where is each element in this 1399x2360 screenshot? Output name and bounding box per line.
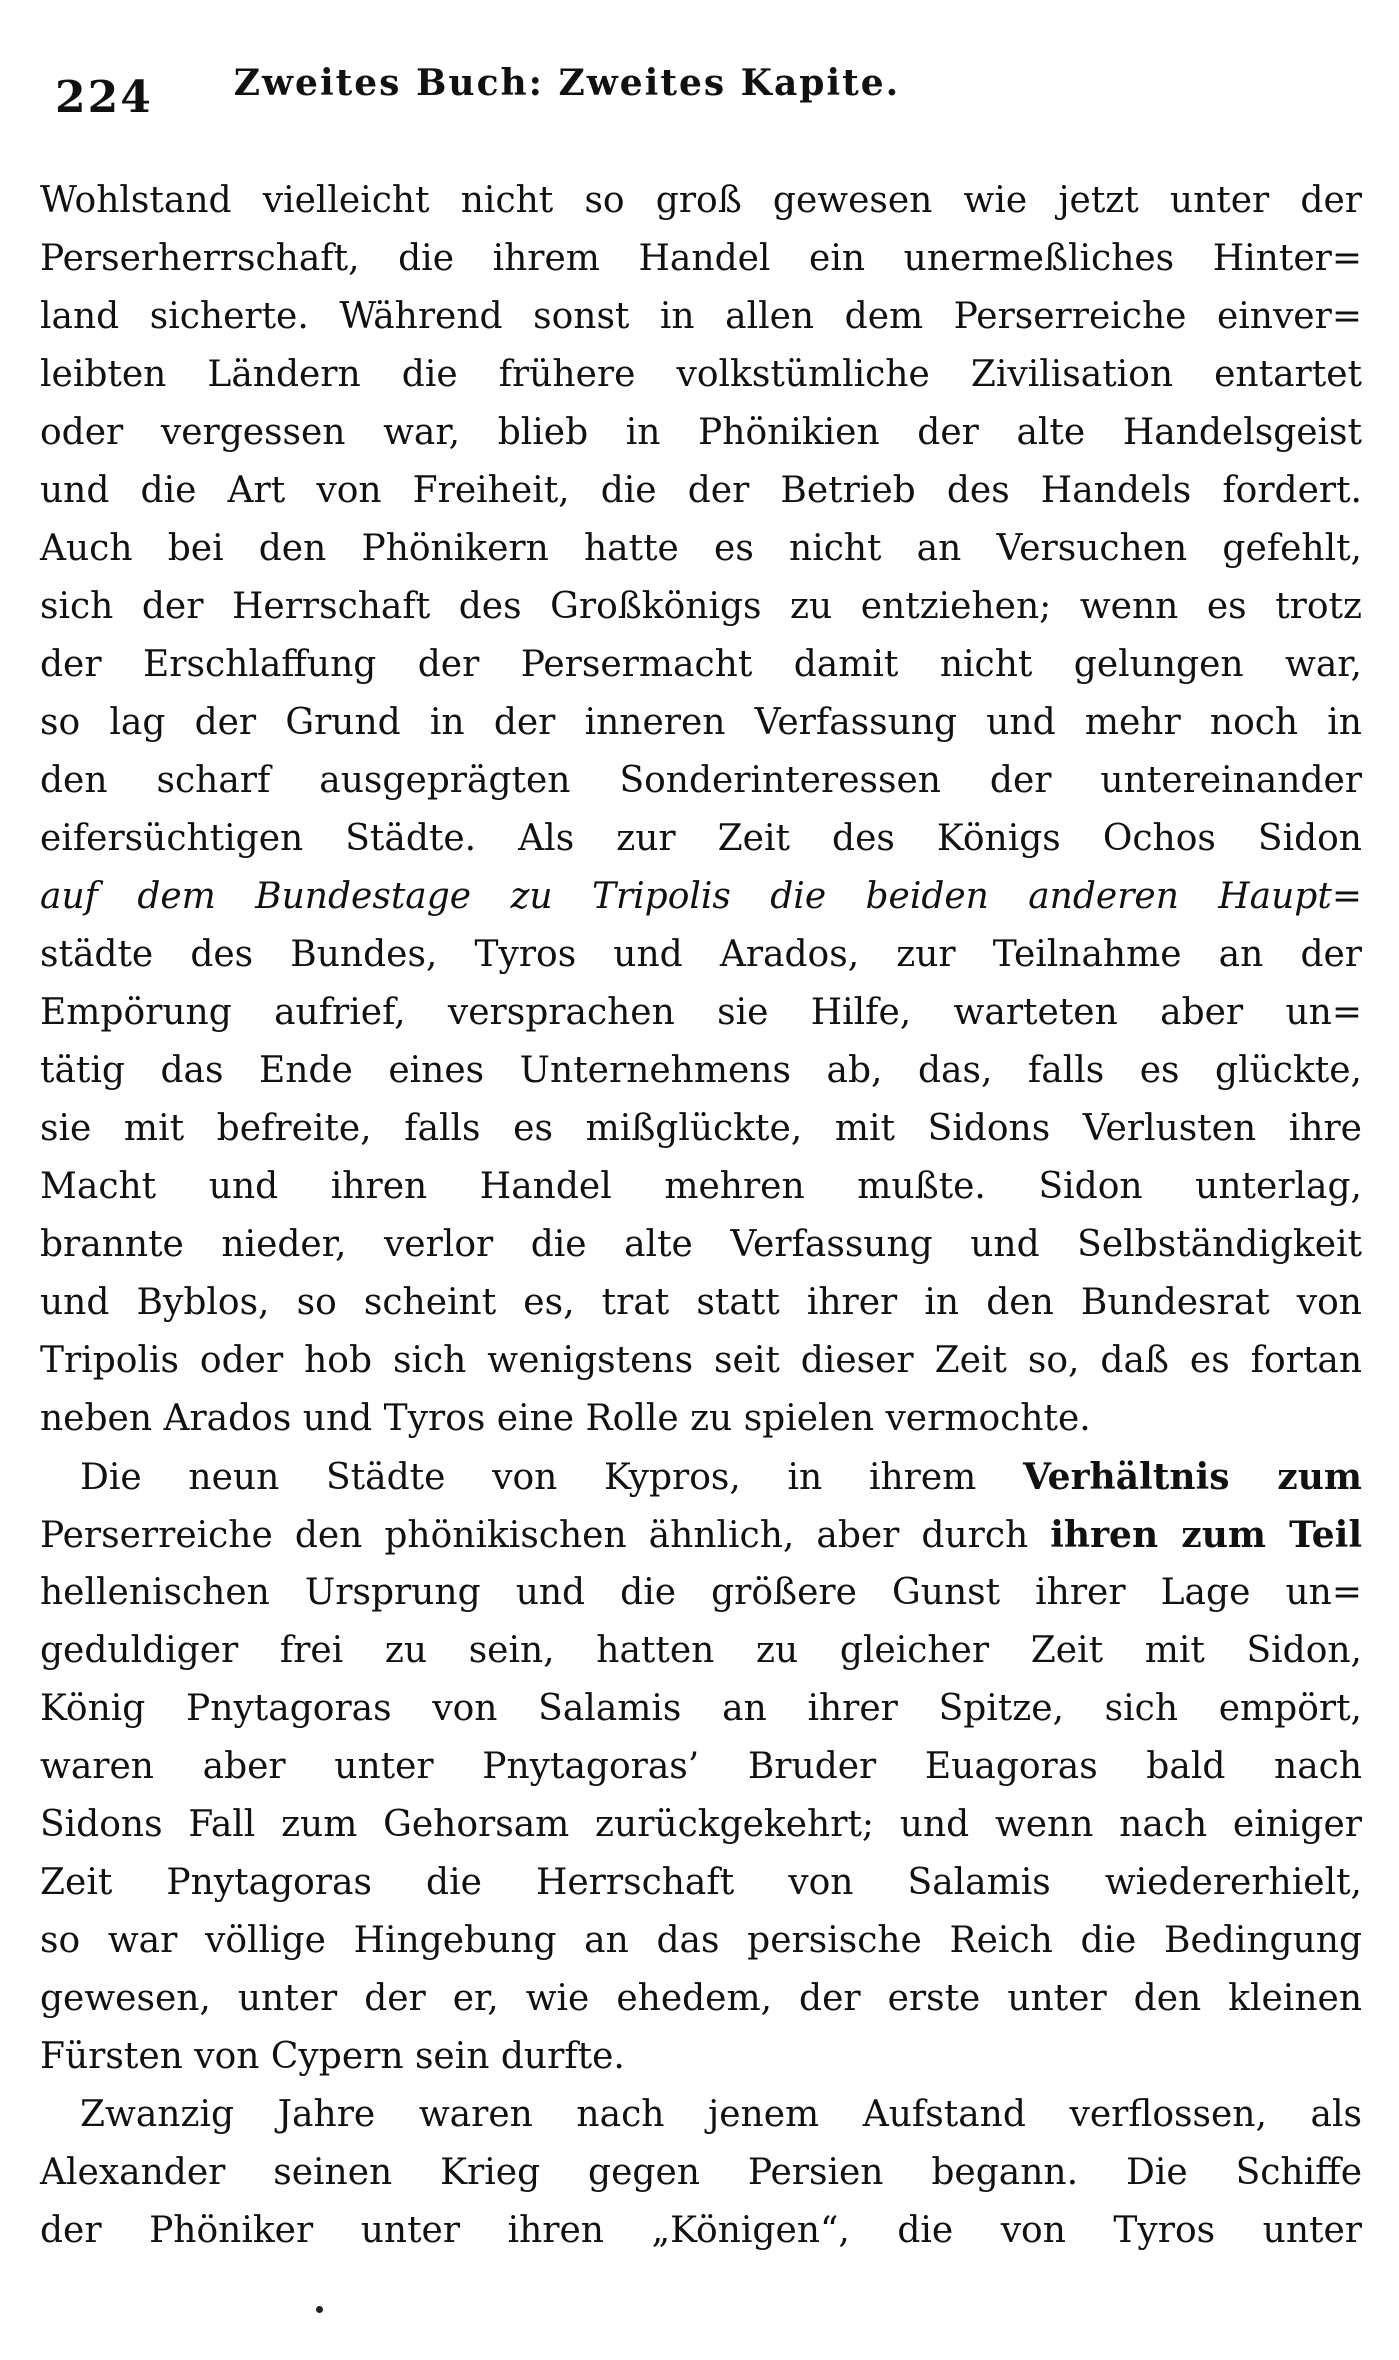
text-line bbox=[40, 2028, 1362, 2086]
text-line bbox=[40, 1390, 1362, 1448]
text-line bbox=[40, 694, 1362, 752]
text-line bbox=[40, 1332, 1362, 1390]
text-line bbox=[40, 1680, 1362, 1738]
text-segment: Alexander seinen Krieg gegen Persien begann. Die Schiffe bbox=[40, 2152, 1362, 2193]
text-line bbox=[40, 1448, 1362, 1506]
text-line bbox=[40, 462, 1362, 520]
text-segment: der Erschlaffung der Persermacht damit nicht gelungen war, bbox=[40, 644, 1362, 685]
text-line bbox=[40, 1854, 1362, 1912]
text-segment: geduldiger frei zu sein, hatten zu gleicher Zeit mit Sidon, bbox=[40, 1630, 1362, 1671]
text-segment: König Pnytagoras von Salamis an ihrer Spitze, sich empört, bbox=[40, 1688, 1362, 1729]
text-segment: Perserreiche den phönikischen ähnlich, aber durch bbox=[40, 1515, 1051, 1556]
text-line bbox=[40, 1970, 1362, 2028]
text-line bbox=[40, 404, 1362, 462]
text-segment: städte des Bundes, Tyros und Arados, zur Teilnahme an der bbox=[40, 934, 1362, 975]
text-segment: neben Arados und Tyros eine Rolle zu spielen vermochte. bbox=[40, 1398, 1091, 1439]
text-segment: tätig das Ende eines Unternehmens ab, das, falls es glückte, bbox=[40, 1050, 1362, 1091]
text-line bbox=[40, 1564, 1362, 1622]
text-segment: gewesen, unter der er, wie ehedem, der erste unter den kleinen bbox=[40, 1978, 1362, 2019]
text-segment: Sidons Fall zum Gehorsam zurückgekehrt; und wenn nach einiger bbox=[40, 1804, 1362, 1845]
text-line bbox=[40, 172, 1362, 230]
text-line bbox=[40, 1912, 1362, 1970]
text-line bbox=[40, 1622, 1362, 1680]
text-line bbox=[40, 1216, 1362, 1274]
text-line bbox=[40, 1738, 1362, 1796]
text-line bbox=[40, 1100, 1362, 1158]
text-segment: Tripolis oder hob sich wenigstens seit dieser Zeit so, daß es fortan bbox=[40, 1340, 1362, 1381]
text-line bbox=[40, 926, 1362, 984]
text-line bbox=[40, 2144, 1362, 2202]
text-line bbox=[40, 230, 1362, 288]
text-line bbox=[40, 2202, 1362, 2260]
text-line bbox=[40, 1042, 1362, 1100]
text-line bbox=[40, 1796, 1362, 1854]
text-segment-bold: Verhältnis zum bbox=[1023, 1456, 1362, 1498]
text-segment: eifersüchtigen Städte. Als zur Zeit des Königs Ochos Sidon bbox=[40, 818, 1362, 859]
text-segment: Empörung aufrief, versprachen sie Hilfe, warteten aber un= bbox=[40, 992, 1362, 1033]
text-segment-bold: ihren zum Teil bbox=[1050, 1514, 1362, 1556]
running-header: Zweites Buch: Zweites Kapite. bbox=[233, 62, 901, 104]
ink-speck bbox=[316, 2306, 323, 2313]
body-text bbox=[40, 172, 1362, 2260]
text-line bbox=[40, 810, 1362, 868]
text-segment: den scharf ausgeprägten Sonderinteressen der untereinander bbox=[40, 760, 1362, 801]
text-segment: waren aber unter Pnytagoras’ Bruder Euagoras bald nach bbox=[40, 1746, 1362, 1787]
text-segment: oder vergessen war, blieb in Phönikien der alte Handelsgeist bbox=[40, 412, 1362, 453]
text-segment: leibten Ländern die frühere volkstümliche Zivilisation entartet bbox=[40, 354, 1362, 395]
text-segment: Macht und ihren Handel mehren mußte. Sidon unterlag, bbox=[40, 1166, 1362, 1207]
text-segment: brannte nieder, verlor die alte Verfassung und Selbständigkeit bbox=[40, 1224, 1362, 1265]
text-segment: so war völlige Hingebung an das persische Reich die Bedingung bbox=[40, 1920, 1362, 1961]
text-segment: der Phöniker unter ihren „Königen“, die von Tyros unter bbox=[40, 2210, 1362, 2251]
text-line bbox=[40, 984, 1362, 1042]
text-segment: Fürsten von Cypern sein durfte. bbox=[40, 2036, 625, 2077]
text-line bbox=[40, 288, 1362, 346]
text-segment: und die Art von Freiheit, die der Betrieb des Handels fordert. bbox=[40, 470, 1362, 511]
text-line bbox=[40, 578, 1362, 636]
text-line bbox=[40, 1274, 1362, 1332]
text-segment: so lag der Grund in der inneren Verfassung und mehr noch in bbox=[40, 702, 1362, 743]
text-line bbox=[40, 1506, 1362, 1564]
text-segment: Perserherrschaft, die ihrem Handel ein unermeßliches Hinter= bbox=[40, 238, 1362, 279]
text-line bbox=[40, 868, 1362, 926]
text-line bbox=[40, 752, 1362, 810]
text-segment: sie mit befreite, falls es mißglückte, mit Sidons Verlusten ihre bbox=[40, 1108, 1362, 1149]
text-segment: auf dem Bundestage zu Tripolis die beiden anderen Haupt= bbox=[40, 876, 1362, 917]
text-segment: und Byblos, so scheint es, trat statt ihrer in den Bundesrat von bbox=[40, 1282, 1362, 1323]
page-header bbox=[0, 0, 1399, 150]
text-segment: hellenischen Ursprung und die größere Gunst ihrer Lage un= bbox=[40, 1572, 1362, 1613]
text-segment: Die neun Städte von Kypros, in ihrem bbox=[80, 1457, 1024, 1498]
page-number: 224 bbox=[55, 72, 153, 123]
text-line bbox=[40, 346, 1362, 404]
text-segment: Auch bei den Phönikern hatte es nicht an Versuchen gefehlt, bbox=[40, 528, 1362, 569]
text-segment: land sicherte. Während sonst in allen dem Perserreiche einver= bbox=[40, 296, 1362, 337]
text-line bbox=[40, 2086, 1362, 2144]
text-segment: Wohlstand vielleicht nicht so groß gewesen wie jetzt unter der bbox=[40, 180, 1362, 221]
text-line bbox=[40, 1158, 1362, 1216]
text-line bbox=[40, 520, 1362, 578]
text-segment: Zwanzig Jahre waren nach jenem Aufstand verflossen, als bbox=[80, 2094, 1362, 2135]
text-line bbox=[40, 636, 1362, 694]
text-segment: sich der Herrschaft des Großkönigs zu entziehen; wenn es trotz bbox=[40, 586, 1362, 627]
text-segment: Zeit Pnytagoras die Herrschaft von Salamis wiedererhielt, bbox=[40, 1862, 1362, 1903]
